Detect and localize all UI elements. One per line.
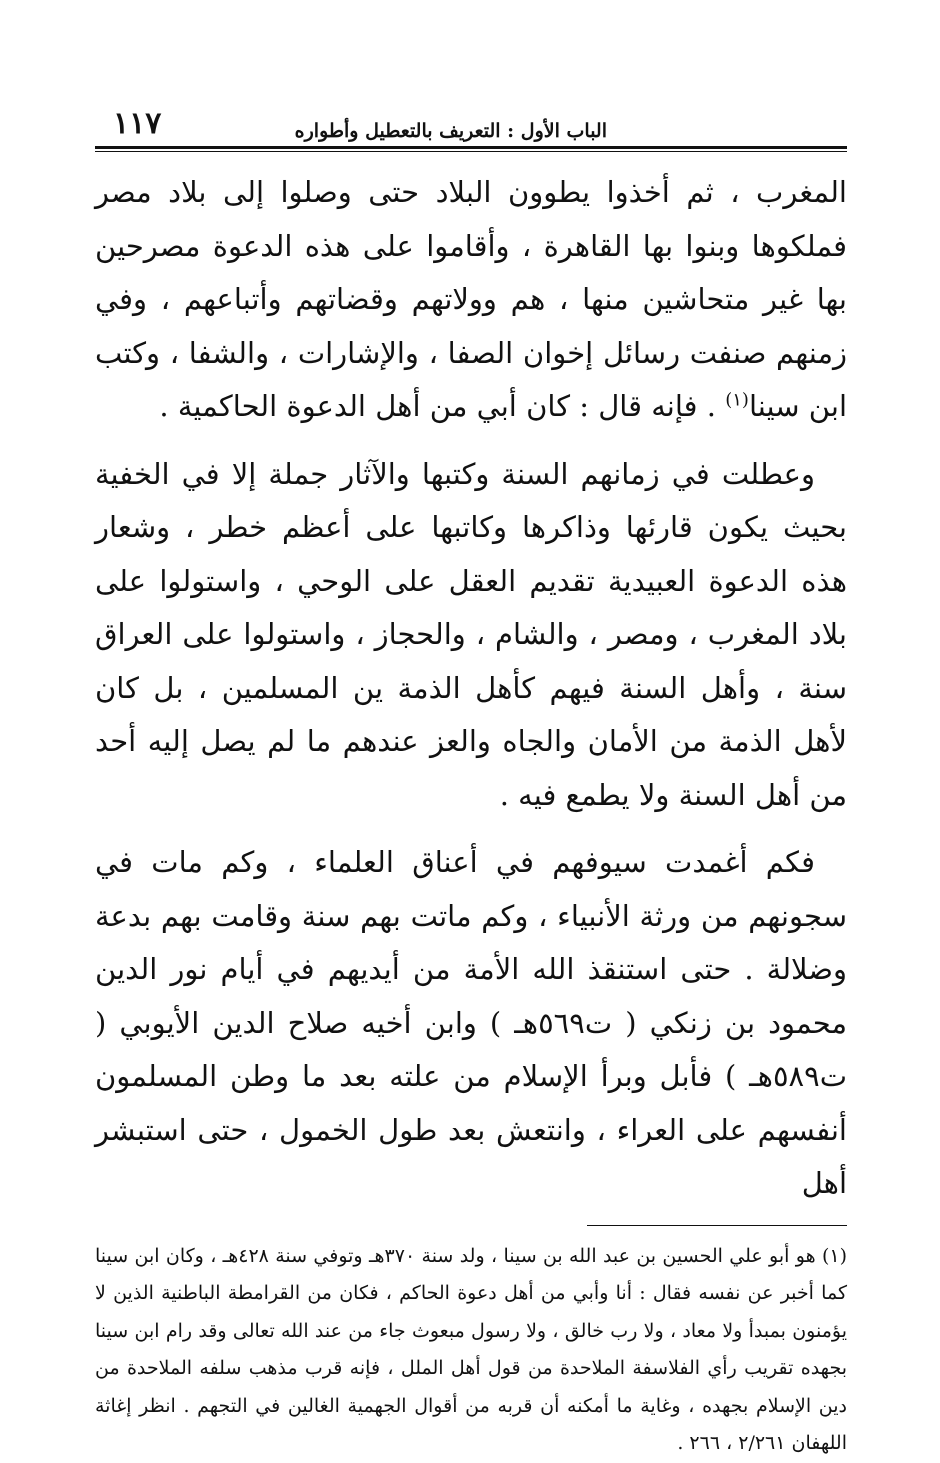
running-title: الباب الأول : التعريف بالتعطيل وأطواره (294, 120, 607, 142)
book-page (95, 100, 847, 1463)
body-text (95, 166, 847, 1211)
header-rule-thin (95, 151, 847, 152)
footnote-1: (١) هو أبو علي الحسين بن عبد الله بن سينا ، ولد سنة ٣٧٠هـ وتوفي سنة ٤٢٨هـ ، وكان ابن سينا كما أخبر عن نفسه فقال : أنا وأبي من أهل دعوة الحاكم ، فكان من القرامطة الباطنية الذين لا يؤمنون بمبدأ ولا معاد ، ولا رب خالق ، ولا رسول مبعوث جاء من عند الله تعالى وقد رام ابن سينا بجهده تقريب رأي الفلاسفة الملاحدة من قول أهل الملل ، فإنه قرب مذهب سلفه الملاحدة من دين الإسلام بجهده ، وغاية ما أمكنه أن قربه من أقوال الجهمية الغالين في التجهم . انظر إغاثة اللهفان ٢/٢٦١ ، ٢٦٦ . (95, 1244, 848, 1454)
page-header (95, 100, 847, 146)
paragraph-1-text-end: . فإنه قال : كان أبي من أهل الدعوة الحاكمية . (159, 389, 726, 423)
header-rule-thick (95, 146, 847, 149)
paragraph-1-text: المغرب ، ثم أخذوا يطوون البلاد حتى وصلوا إلى بلاد مصر فملكوها وبنوا بها القاهرة ، وأقاموا على هذه الدعوة مصرحين بها غير متحاشين منها ، هم وولاتهم وقضاتهم وأتباعهم ، وفي زمنهم صنفت رسائل إخوان الصفا ، والإشارات ، والشفا ، وكتب ابن سينا (95, 175, 847, 423)
paragraph-1 (95, 166, 847, 434)
footnote-reference[interactable]: (١) (725, 389, 749, 411)
footnote-divider (587, 1225, 847, 1226)
page-number: ١١٧ (113, 106, 162, 141)
paragraph-2: وعطلت في زمانهم السنة وكتبها والآثار جملة إلا في الخفية بحيث يكون قارئها وذاكرها وكاتبها على أعظم خطر ، وشعار هذه الدعوة العبيدية تقديم العقل على الوحي ، واستولوا على بلاد المغرب ، ومصر ، والشام ، والحجاز ، واستولوا على العراق سنة ، وأهل السنة فيهم كأهل الذمة ين المسلمين ، بل كان لأهل الذمة من الأمان والجاه والعز عندهم ما لم يصل إليه أحد من أهل السنة ولا يطمع فيه . (95, 456, 847, 812)
paragraph-3: فكم أغمدت سيوفهم في أعناق العلماء ، وكم مات في سجونهم من ورثة الأنبياء ، وكم ماتت بهم سنة وقامت بهم بدعة وضلالة . حتى استنقذ الله الأمة من أيديهم في أيام نور الدين محمود بن زنكي ( ت٥٦٩هـ ) وابن أخيه صلاح الدين الأيوبي ( ت٥٨٩هـ ) فأبل وبرأ الإسلام من علته بعد ما وطن المسلمون أنفسهم على العراء ، وانتعش بعد طول الخمول ، حتى استبشر أهل (95, 845, 848, 1200)
